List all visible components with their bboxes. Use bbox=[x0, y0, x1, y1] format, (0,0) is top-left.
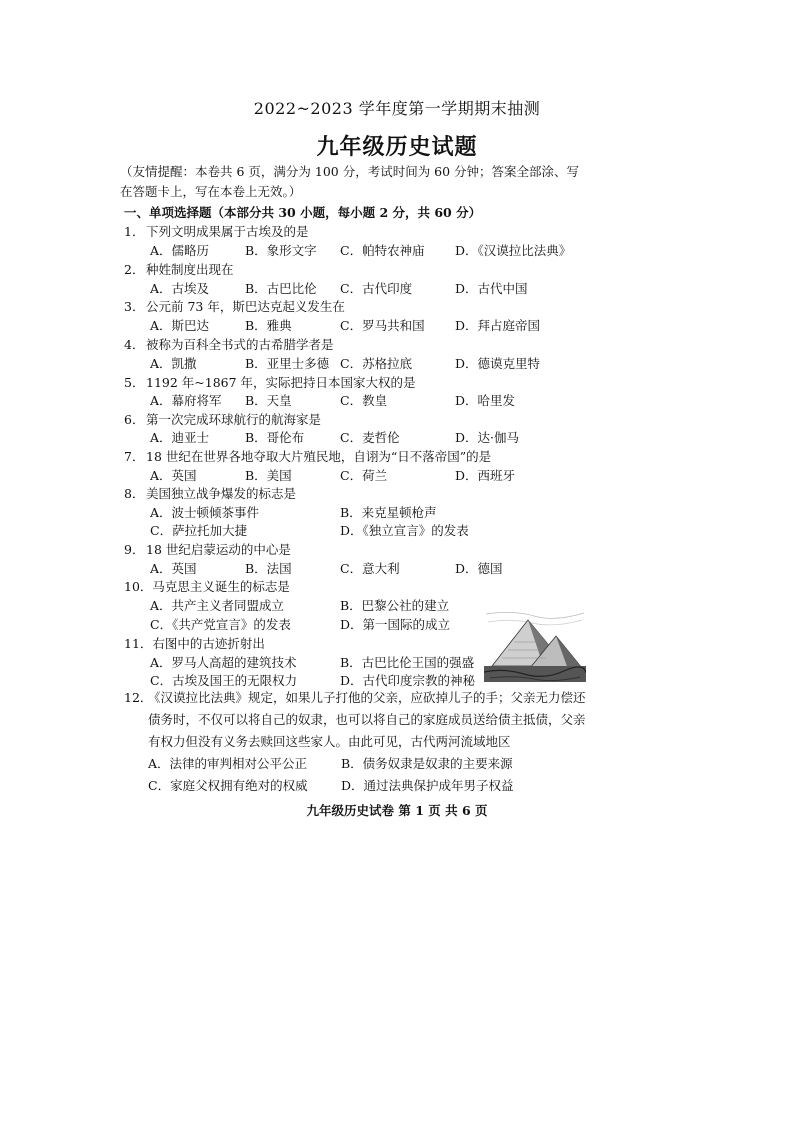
question-9-options bbox=[150, 559, 550, 577]
option-c: C．罗马共和国 bbox=[340, 318, 425, 333]
option-a: A．迪亚士 bbox=[150, 430, 210, 445]
option-c: C．古埃及国王的无限权力 bbox=[150, 673, 298, 688]
question-5: 5． 1192 年~1867 年，实际把持日本国家大权的是 bbox=[124, 375, 416, 390]
option-d: D．第一国际的成立 bbox=[340, 617, 451, 632]
option-b: B．法国 bbox=[245, 561, 292, 576]
question-9: 9． 18 世纪启蒙运动的中心是 bbox=[124, 542, 291, 557]
question-6: 6． 第一次完成环球航行的航海家是 bbox=[124, 412, 322, 427]
question-10-options-row1 bbox=[150, 596, 530, 614]
option-c: C．苏格拉底 bbox=[340, 356, 413, 371]
question-10: 10．马克思主义诞生的标志是 bbox=[124, 579, 290, 594]
question-7-options bbox=[150, 466, 550, 484]
question-11-options-row1 bbox=[150, 653, 530, 671]
option-c: C．荷兰 bbox=[340, 468, 388, 483]
option-d: D．古代中国 bbox=[455, 281, 528, 296]
option-b: B．美国 bbox=[245, 468, 292, 483]
question-12-options-row2 bbox=[148, 775, 594, 797]
question-1: 1． 下列文明成果属于古埃及的是 bbox=[124, 224, 309, 239]
option-d: D．德谟克里特 bbox=[455, 356, 541, 371]
option-d: D．《汉谟拉比法典》 bbox=[455, 243, 572, 258]
exam-subject-title: 九年级历史试题 bbox=[316, 134, 478, 160]
question-1-options bbox=[150, 241, 572, 259]
option-c: C．意大利 bbox=[340, 561, 400, 576]
option-d: D．达·伽马 bbox=[455, 430, 519, 445]
question-12-options-row1 bbox=[148, 753, 594, 775]
option-b: B．象形文字 bbox=[245, 243, 317, 258]
page-footer: 九年级历史试卷 第 1 页 共 6 页 bbox=[306, 803, 488, 818]
option-b: B．债务奴隶是奴隶的主要来源 bbox=[341, 756, 513, 771]
option-b: B．古巴比伦王国的强盛 bbox=[340, 655, 475, 670]
question-8-options-row1 bbox=[150, 503, 530, 521]
option-c: C．麦哲伦 bbox=[340, 430, 400, 445]
section-heading: 一、单项选择题（本部分共 30 小题，每小题 2 分，共 60 分） bbox=[124, 205, 482, 220]
option-d: D．通过法典保护成年男子权益 bbox=[341, 778, 514, 793]
option-a: A．罗马人高超的建筑技术 bbox=[150, 655, 297, 670]
question-4: 4． 被称为百科全书式的古希腊学者是 bbox=[124, 337, 334, 352]
option-d: D．哈里发 bbox=[455, 393, 516, 408]
option-d: D．西班牙 bbox=[455, 468, 516, 483]
option-b: B．巴黎公社的建立 bbox=[340, 598, 450, 613]
option-a: A．古埃及 bbox=[150, 281, 210, 296]
option-a: A．英国 bbox=[150, 561, 197, 576]
question-3: 3． 公元前 73 年，斯巴达克起义发生在 bbox=[124, 299, 345, 314]
option-b: B．雅典 bbox=[245, 318, 292, 333]
question-2-options bbox=[150, 279, 550, 297]
exam-notice: （友情提醒：本卷共 6 页，满分为 100 分，考试时间为 60 分钟；答案全部涂、写在答题卡上，写在本卷上无效。） bbox=[120, 164, 580, 199]
question-5-options bbox=[150, 391, 550, 409]
question-12-stem: 12．《汉谟拉比法典》规定，如果儿子打他的父亲，应砍掉儿子的手；父亲无力偿还债务时，不仅可以将自己的奴隶，也可以将自己的家庭成员送给债主抵债，父亲有权力但没有义务去赎回这些家人。由此可见，古代两河流域地区 bbox=[124, 690, 586, 749]
option-a: A．幕府将军 bbox=[150, 393, 222, 408]
option-c: C．教皇 bbox=[340, 393, 388, 408]
option-a: A．共产主义者同盟成立 bbox=[150, 598, 285, 613]
option-b: B．哥伦布 bbox=[245, 430, 305, 445]
option-c: C．家庭父权拥有绝对的权威 bbox=[148, 778, 308, 793]
question-3-options bbox=[150, 316, 550, 334]
option-a: A．斯巴达 bbox=[150, 318, 210, 333]
option-a: A．凯撒 bbox=[150, 356, 197, 371]
option-b: B．来克星顿枪声 bbox=[340, 505, 437, 520]
option-a: A．波士顿倾茶事件 bbox=[150, 505, 260, 520]
question-8: 8． 美国独立战争爆发的标志是 bbox=[124, 486, 297, 501]
option-a: A．英国 bbox=[150, 468, 197, 483]
question-4-options bbox=[150, 354, 550, 372]
question-7: 7． 18 世纪在世界各地夺取大片殖民地，自诩为“日不落帝国”的是 bbox=[124, 449, 492, 464]
option-b: B．亚里士多德 bbox=[245, 356, 330, 371]
option-c: C．古代印度 bbox=[340, 281, 413, 296]
question-6-options bbox=[150, 428, 550, 446]
question-2: 2． 种姓制度出现在 bbox=[124, 262, 234, 277]
option-d: D．古代印度宗教的神秘 bbox=[340, 673, 476, 688]
option-c: C．萨拉托加大捷 bbox=[150, 523, 248, 538]
question-10-options-row2 bbox=[150, 615, 530, 633]
option-c: C．《共产党宣言》的发表 bbox=[150, 617, 291, 632]
question-11: 11．右图中的古迹折射出 bbox=[124, 636, 265, 651]
pyramids-image bbox=[484, 608, 586, 682]
option-d: D．拜占庭帝国 bbox=[455, 318, 541, 333]
exam-term-title: 2022~2023 学年度第一学期期末抽测 bbox=[253, 99, 541, 118]
option-c: C．帕特农神庙 bbox=[340, 243, 425, 258]
option-a: A．法律的审判相对公平公正 bbox=[148, 756, 308, 771]
option-d: D．《独立宣言》的发表 bbox=[340, 523, 469, 538]
question-8-options-row2 bbox=[150, 521, 530, 539]
option-d: D．德国 bbox=[455, 561, 503, 576]
option-b: B．天皇 bbox=[245, 393, 292, 408]
question-12 bbox=[124, 687, 594, 797]
option-b: B．古巴比伦 bbox=[245, 281, 317, 296]
option-a: A．儒略历 bbox=[150, 243, 210, 258]
